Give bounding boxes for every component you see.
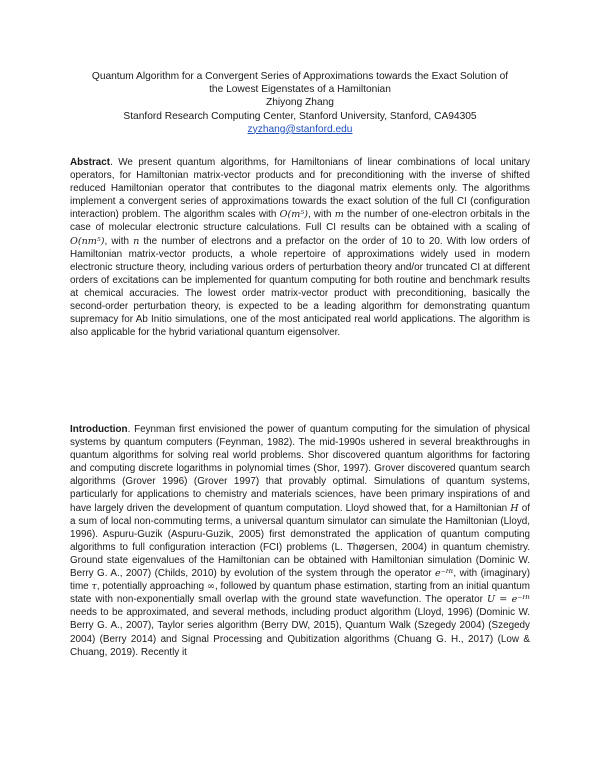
introduction-text: . Feynman first envisioned the power of quantum computing for the simulation of physical systems by quantum computers (Feynman, 1982). The mid-1990s ushered in several breakthroughs in quantum algorithms for solving real world problems. Shor discovered quantum algorithms for factoring and computing discrete logarithms in polynomial times (Shor, 1997). Grover discovered quantum search algorithms (Grover 1996) (Grover 1997) that provably optimal. Simulations of quantum systems, particularly for applications to chemistry and materials sciences, have been primary inspirations of and have largely driven the development of quantum computation. Lloyd showed that, for a Hamiltonian	[70, 424, 530, 514]
abstract-text: the number of one-electron orbitals in the case of molecular electronic structure calculations. Full CI results can be obtained with a scaling of	[70, 209, 530, 234]
math-expression: e⁻ᴴᵗ	[435, 568, 454, 580]
introduction-text: , followed by quantum phase estimation, starting from an initial quantum state with non-exponentially small overlap with the ground state wavefunction. The operator	[70, 581, 530, 606]
author-name: Zhiyong Zhang	[266, 97, 334, 109]
author-email-link[interactable]: zyzhang@stanford.edu	[247, 123, 353, 135]
math-expression: n	[133, 235, 140, 247]
author-affiliation: Stanford Research Computing Center, Stanford University, Stanford, CA94305	[123, 110, 477, 122]
introduction-text: , potentially approaching	[96, 581, 207, 593]
math-expression: m	[334, 209, 344, 221]
abstract-text: . We present quantum algorithms, for Hamiltonians of linear combinations of local unitary operators, for Hamiltonian matrix-vector products and for preconditioning with the inverse of shifted reduced Hamiltonian operator that contributes to the diagonal matrix elements only. The algorithms implement a convergent series of approximations towards the exact solution of the full CI (configuration interaction) problem. The algorithm scales with	[70, 157, 530, 221]
math-expression: ∞	[206, 581, 215, 593]
math-expression: H	[510, 502, 519, 514]
introduction-paragraph	[70, 423, 530, 659]
abstract-text: the number of electrons and a prefactor on the order of 10 to 20. With low orders of Hamiltonian matrix-vector products, a whole repertoire of approximations widely used in modern electronic structure theory, including various orders of perturbation theory and/or truncated CI at different orders of excitations can be implemented for quantum computing for both routine and benchmark results at chemical accuracies. The lowest order matrix-vector product with preconditioning, basically the second-order perturbation theory, is expected to be a leading algorithm for demonstrating quantum supremacy for Ab Initio simulations, one of the most anticipated real world applications. The algorithm is also applicable for the hybrid variational quantum eigensolver.	[70, 235, 531, 339]
introduction-heading: Introduction	[70, 424, 128, 435]
abstract-heading: Abstract	[70, 157, 111, 168]
introduction-text: , with (imaginary) time	[70, 568, 530, 593]
paper-title-line-2: the Lowest Eigenstates of a Hamiltonian	[209, 84, 391, 96]
math-expression: O(m⁵)	[279, 209, 308, 221]
math-expression: τ	[91, 581, 97, 593]
abstract-text: , with	[307, 209, 335, 221]
paper-header	[70, 70, 530, 136]
introduction-text: needs to be approximated, and several methods, including product algorithm (Lloyd, 1996) (Dominic W. Berry G. A., 2007), Taylor series algorithm (Berry DW, 2015), Quantum Walk (Szegedy 2004) (Szegedy 2004) (Berry 2014) and Signal Processing and Qubitization algorithms (Chuang G. H., 2017) (Low & Chuang, 2019). Recently it	[70, 607, 530, 658]
paper-title-line-1: Quantum Algorithm for a Convergent Series of Approximations towards the Exact Solution of	[91, 71, 509, 82]
math-expression: O(nm⁵)	[70, 235, 105, 247]
abstract-text: , with	[104, 235, 134, 247]
introduction-text: of a sum of local non-commuting terms, a universal quantum simulator can simulate the Hamiltonian (Lloyd, 1996). Aspuru-Guzik (Aspuru-Guzik, 2005) first demonstrated the application of quantum computing algorithms to full configuration interaction (FCI) problems (L. Thøgersen, 2004) in quantum chemistry. Ground state eigenvalues of the Hamiltonian can be obtained with Hamiltonian simulation (Dominic W. Berry G. A., 2007) (Childs, 2010) by evolution of the system through the operator	[70, 502, 530, 580]
math-expression: U = e⁻ᴴᵗ	[486, 594, 530, 606]
abstract-paragraph	[70, 156, 530, 339]
